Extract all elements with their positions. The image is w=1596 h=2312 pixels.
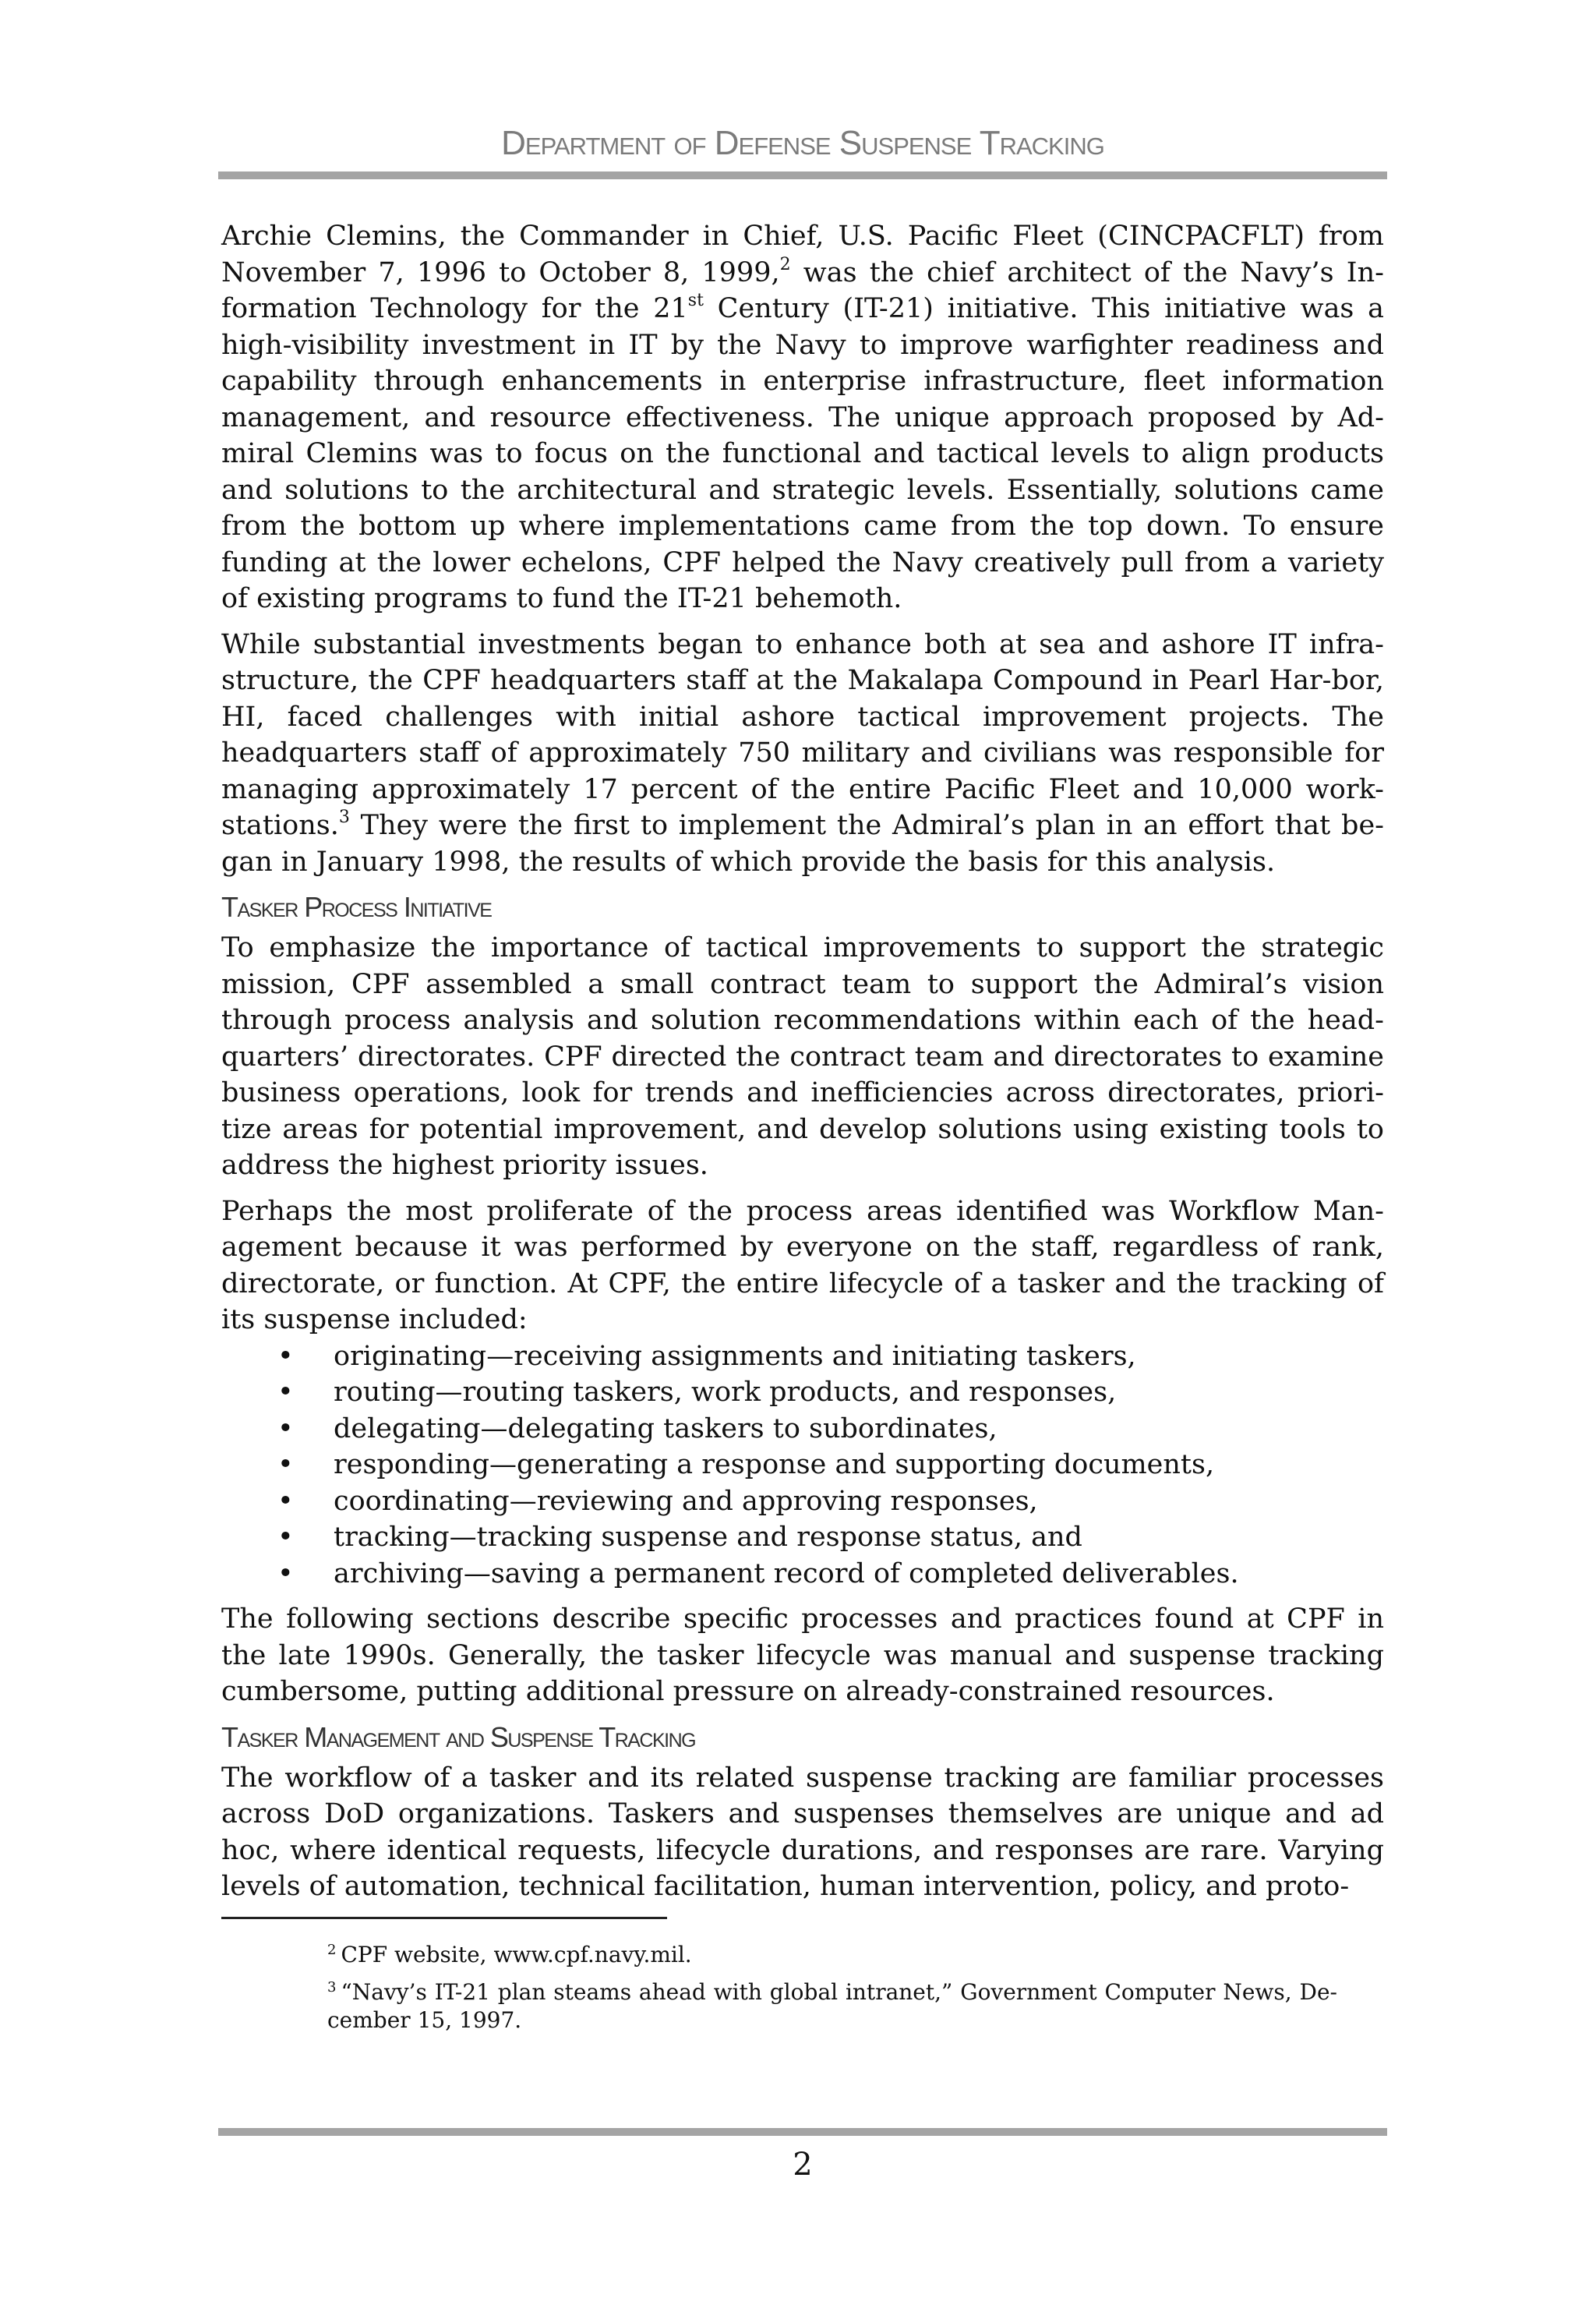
list-item <box>221 1374 1384 1411</box>
footnote-text: “Navy’s IT-21 plan steams ahead with global intranet,” Government Computer News, De-cember 15, 1997. <box>327 1979 1337 2033</box>
footnote-2 <box>327 1941 1337 1969</box>
footnote-text: CPF website, www.cpf.navy.mil. <box>341 1942 692 1967</box>
footnotes <box>327 1941 1337 2044</box>
section-heading-text: Tasker Process Initiative <box>221 891 492 923</box>
footnote-3 <box>327 1978 1337 2034</box>
footnote-ref-3: 3 <box>338 808 350 828</box>
bullet-icon: • <box>277 1522 294 1553</box>
bullet-icon: • <box>277 1449 294 1480</box>
list-item-text: delegating—delegating taskers to subordinates, <box>334 1412 998 1444</box>
lifecycle-bullet-list <box>221 1338 1384 1593</box>
footnote-separator <box>221 1917 667 1919</box>
paragraph-text: Archie Clemins, the Commander in Chief, U.S. Pacific Fleet (CINCPACFLT) from November 7, 1996 to October 8, 1999, <box>221 221 1384 288</box>
list-item-text: tracking—tracking suspense and response status, and <box>334 1522 1082 1553</box>
list-item-text: responding—generating a response and supporting documents, <box>334 1449 1215 1480</box>
section-heading <box>221 1720 1384 1755</box>
paragraph-text: Century (IT-21) initiative. This initiative was a high-visibility investment in IT by the Navy to improve warfighter readiness and capability through enhancements in enterprise infrastructure, fleet information management, and resource effectiveness. The unique approach proposed by Ad-miral Clemins was to focus on the functional and tactical levels to align products and solutions to the architectural and strategic levels. Essentially, solutions came from the bottom up where implementations came from the top down. To ensure funding at the lower echelons, CPF helped the Navy creatively pull from a variety of existing programs to fund the IT-21 behemoth. <box>221 293 1384 614</box>
running-header <box>218 122 1387 165</box>
paragraph-tasker-workflow: The workflow of a tasker and its related suspense tracking are familiar processes across DoD organizations. Taskers and suspenses themselves are unique and ad hoc, where identical requests, lifecycle durations, and responses are rare. Varying levels of automation, technical facilitation, human intervention, policy, and proto- <box>221 1762 1384 1902</box>
paragraph-text: was the chief architect of the Navy’s In-formation Technology for the 21 <box>221 256 1384 324</box>
list-item <box>221 1411 1384 1448</box>
bullet-icon: • <box>277 1377 294 1408</box>
bullet-icon: • <box>277 1557 294 1589</box>
page-number: 2 <box>793 2147 813 2183</box>
list-item <box>221 1483 1384 1520</box>
ordinal-suffix: st <box>687 291 704 311</box>
list-item-text: archiving—saving a permanent record of completed deliverables. <box>334 1557 1239 1589</box>
footer-rule <box>218 2128 1387 2136</box>
list-item <box>221 1447 1384 1483</box>
section-heading <box>221 889 1384 925</box>
header-rule <box>218 171 1387 179</box>
paragraph-following-sections: The following sections describe specific processes and practices found at CPF in the late 1990s. Generally, the tasker lifecycle was manual and suspense tracking cumbersome, putting additional pressure on already-constrained resources. <box>221 1603 1384 1707</box>
section-heading-text: Tasker Management and Suspense Tracking <box>221 1720 696 1753</box>
bullet-icon: • <box>277 1412 294 1444</box>
list-item-text: coordinating—reviewing and approving responses, <box>334 1485 1038 1517</box>
body-text <box>221 218 1384 1914</box>
paragraph-it21-initiative <box>221 218 1384 617</box>
paragraph-text: While substantial investments began to enhance both at sea and ashore IT infra-structure, the CPF headquarters staff at the Makalapa Compound in Pearl Har-bor, HI, faced challenges with initial ashore tactical improvement projects. The headquarters staff of approximately 750 military and civilians was responsible for managing approximately 17 percent of the entire Pacific Fleet and 10,000 work-stations. <box>221 628 1384 841</box>
list-item <box>221 1519 1384 1556</box>
paragraph-ashore-challenges <box>221 627 1384 881</box>
footnote-number: 3 <box>327 1978 337 1996</box>
list-item-text: originating—receiving assignments and initiating taskers, <box>334 1340 1136 1372</box>
running-header-title: Department of Defense Suspense Tracking <box>501 124 1104 162</box>
paragraph-contract-team: To emphasize the importance of tactical improvements to support the strategic mission, CPF assembled a small contract team to support the Admiral’s vision through process analysis and solution recommendations within each of the head-quarters’ directorates. CPF directed the contract team and directorates to examine business operations, look for trends and inefficiencies across directorates, priori-tize areas for potential improvement, and develop solutions using existing tools to address the highest priority issues. <box>221 932 1384 1181</box>
list-item <box>221 1338 1384 1375</box>
paragraph-workflow-management: Perhaps the most proliferate of the process areas identified was Workflow Man-agement because it was performed by everyone on the staff, regardless of rank, directorate, or function. At CPF, the entire lifecycle of a tasker and the tracking of its suspense included: <box>221 1195 1384 1335</box>
footnote-number: 2 <box>327 1941 337 1958</box>
bullet-icon: • <box>277 1485 294 1517</box>
bullet-icon: • <box>277 1340 294 1372</box>
footnote-ref-2: 2 <box>779 254 791 274</box>
list-item-text: routing—routing taskers, work products, and responses, <box>334 1377 1117 1408</box>
list-item <box>221 1556 1384 1593</box>
paragraph-text: They were the first to implement the Admiral’s plan in an effort that be-gan in January 1998, the results of which provide the basis for this analysis. <box>221 810 1384 878</box>
